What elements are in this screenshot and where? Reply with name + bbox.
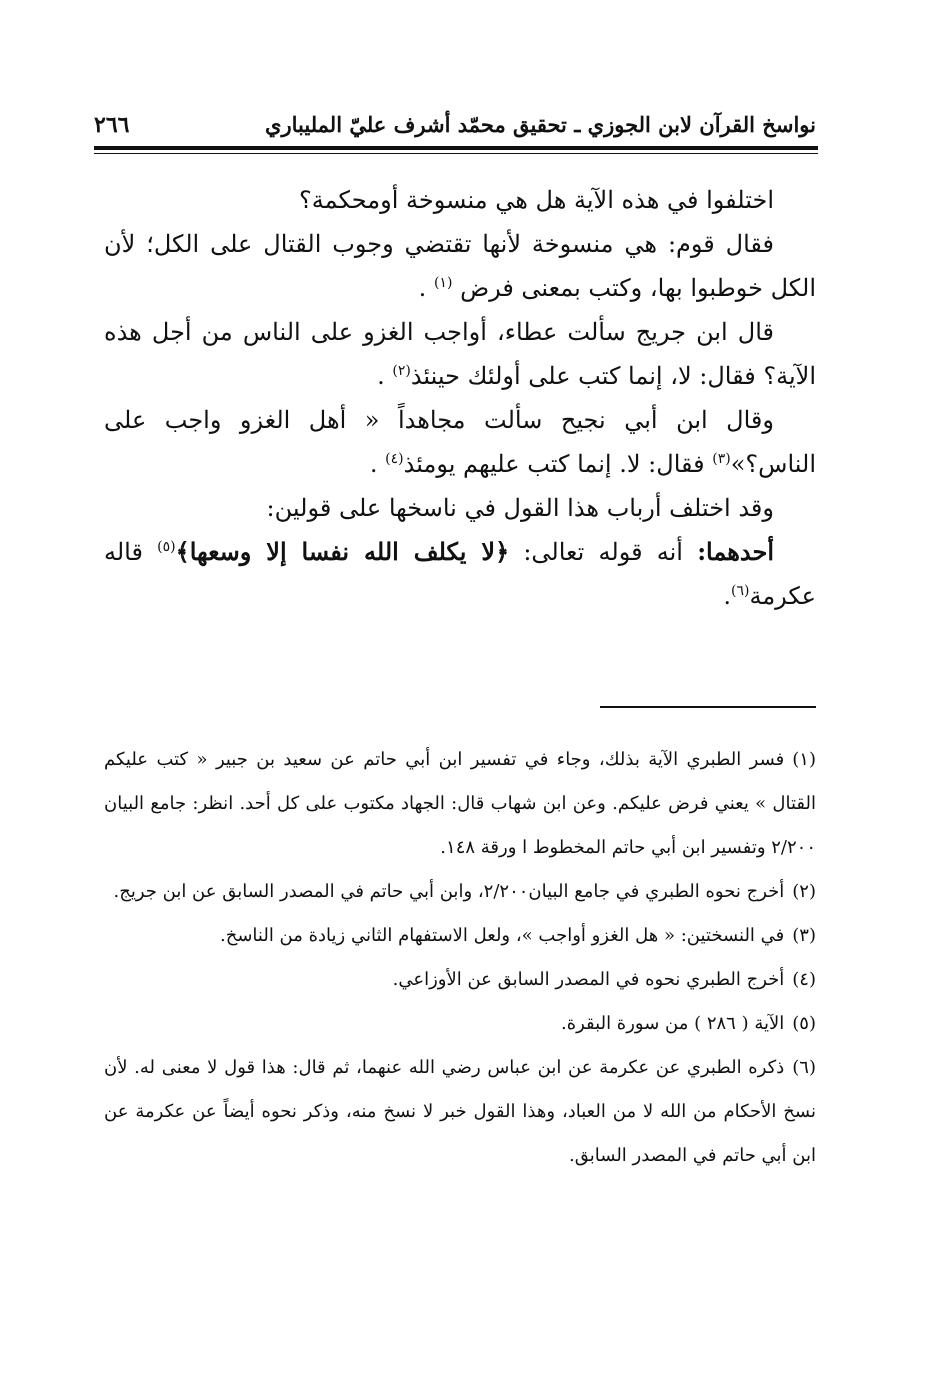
footnote-text: الآية ( ٢٨٦ ) من سورة البقرة. xyxy=(560,1013,785,1034)
paragraph-4-text: وقال ابن أبي نجيح سألت مجاهداً « أهل الغزو واجب على الناس؟» xyxy=(104,406,816,478)
main-text xyxy=(104,178,816,618)
paragraph-2 xyxy=(104,222,816,310)
paragraph-4 xyxy=(104,398,816,486)
footnote-text: فسر الطبري الآية بذلك، وجاء في تفسير ابن أبي حاتم عن سعيد بن جبير « كتب عليكم القتال » يعني فرض عليكم. وعن ابن شهاب قال: الجهاد مكتوب على كل أحد. انظر: جامع البيان ٢/٢٠٠ وتفسير ابن أبي حاتم المخطوط ا ورقة ١٤٨. xyxy=(104,749,816,858)
footnote-number: (١) xyxy=(792,749,816,770)
period: . xyxy=(377,362,385,390)
footnote-separator xyxy=(600,706,816,708)
footnote-text: ذكره الطبري عن عكرمة عن ابن عباس رضي الله عنهما، ثم قال: هذا قول لا معنى له. لأن نسخ الأحكام من الله لا من العباد، وهذا القول خبر لا نسخ منه، وذكر نحوه أيضاً عن عكرمة عن ابن أبي حاتم في المصدر السابق. xyxy=(104,1057,816,1166)
footnote-ref-3: (٣) xyxy=(712,451,731,467)
period: . xyxy=(369,450,378,478)
footnote-number: (٥) xyxy=(792,1013,816,1034)
footnote-text: أخرج نحوه الطبري في جامع البيان٢/٢٠٠، وابن أبي حاتم في المصدر السابق عن ابن جريج. xyxy=(113,881,785,902)
paragraph-2-text: فقال قوم: هي منسوخة لأنها تقتضي وجوب القتال على الكل؛ لأن الكل خوطبوا بها، وكتب بمعنى فرض xyxy=(104,230,816,302)
page-number: ٢٦٦ xyxy=(94,112,130,138)
quran-verse: ﴿لا يكلف الله نفسا إلا وسعها﴾ xyxy=(175,537,510,566)
paragraph-3 xyxy=(104,310,816,398)
header-rule-thin xyxy=(94,153,818,154)
paragraph-6-text-b: قاله عكرمة xyxy=(104,538,816,610)
paragraph-6 xyxy=(104,530,816,618)
footnote-text: أخرج الطبري نحوه في المصدر السابق عن الأوزاعي. xyxy=(392,969,785,990)
paragraph-5: وقد اختلف أرباب هذا القول في ناسخها على قولين: xyxy=(266,494,774,522)
footnotes xyxy=(104,738,816,1178)
running-header xyxy=(94,112,816,146)
footnote-ref-6: (٦) xyxy=(730,583,750,599)
footnote-6 xyxy=(104,1046,816,1178)
paragraph-3-text: قال ابن جريج سألت عطاء، أواجب الغزو على الناس من أجل هذه الآية؟ فقال: لا، إنما كتب على أولئك حينئذ xyxy=(104,318,816,390)
footnote-ref-2: (٢) xyxy=(392,363,411,379)
footnote-ref-4: (٤) xyxy=(385,451,404,467)
footnote-1 xyxy=(104,738,816,870)
paragraph-6-text: أنه قوله تعالى: xyxy=(523,538,683,566)
footnote-number: (٣) xyxy=(792,925,816,946)
footnote-ref-1: (١) xyxy=(433,275,453,291)
paragraph-4-text-b: فقال: لا. إنما كتب عليهم يومئذ xyxy=(403,450,705,478)
footnote-number: (٦) xyxy=(792,1057,816,1078)
footnote-2 xyxy=(104,870,816,914)
footnote-text: في النسختين: « هل الغزو أواجب »، ولعل الاستفهام الثاني زيادة من الناسخ. xyxy=(220,925,785,946)
footnote-ref-5: (٥) xyxy=(157,539,176,555)
paragraph-1: اختلفوا في هذه الآية هل هي منسوخة أومحكمة؟ xyxy=(299,186,774,214)
book-title: نواسخ القرآن لابن الجوزي ـ تحقيق محمّد أشرف عليّ المليباري xyxy=(265,112,816,137)
period: . xyxy=(723,582,731,610)
footnote-5 xyxy=(104,1002,816,1046)
header-rule-thick xyxy=(94,146,818,150)
footnote-number: (٤) xyxy=(792,969,816,990)
footnote-3 xyxy=(104,914,816,958)
footnote-4 xyxy=(104,958,816,1002)
period: . xyxy=(418,274,427,302)
footnote-number: (٢) xyxy=(792,881,816,902)
paragraph-6-label: أحدهما: xyxy=(697,537,774,566)
